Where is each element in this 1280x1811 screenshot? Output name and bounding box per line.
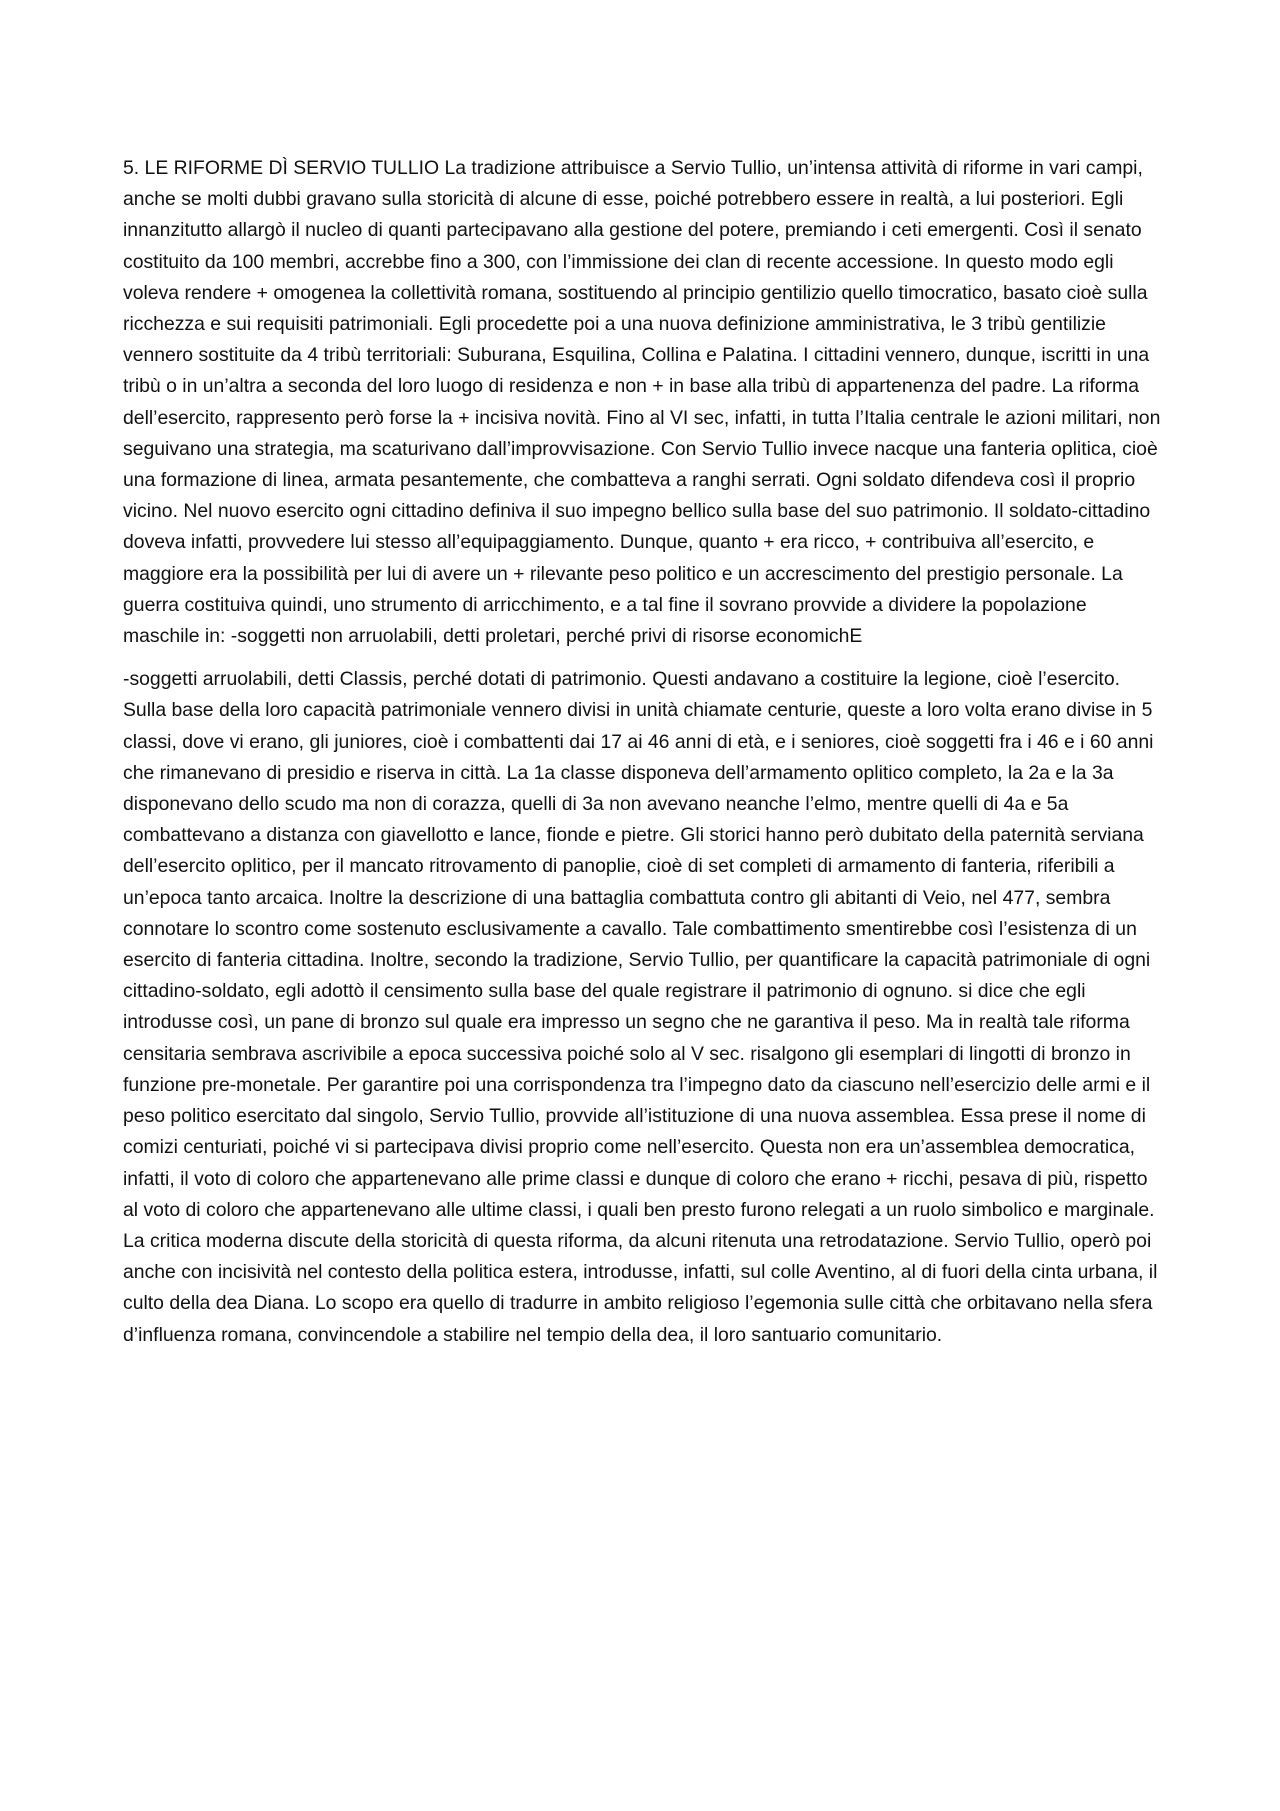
paragraph-1: 5. LE RIFORME DÌ SERVIO TULLIO La tradizione attribuisce a Servio Tullio, un’intensa attività di riforme in vari campi, anche se molti dubbi gravano sulla storicità di alcune di esse, poiché potrebbero essere in realtà, a lui posteriori. Egli innanzitutto allargò il nucleo di quanti partecipavano alla gestione del potere, premiando i ceti emergenti. Così il senato costituito da 100 membri, accrebbe fino a 300, con l’immissione dei clan di recente accessione. In questo modo egli voleva rendere + omogenea la collettività romana, sostituendo al principio gentilizio quello timocratico, basato cioè sulla ricchezza e sui requisiti patrimoniali. Egli procedette poi a una nuova definizione amministrativa, le 3 tribù gentilizie vennero sostituite da 4 tribù territoriali: Suburana, Esquilina, Collina e Palatina. I cittadini vennero, dunque, iscritti in una tribù o in un’altra a seconda del loro luogo di residenza e non + in base alla tribù di appartenenza del padre. La riforma dell’esercito, rappresento però forse la + incisiva novità. Fino al VI sec, infatti, in tutta l’Italia centrale le azioni militari, non seguivano una strategia, ma scaturivano dall’improvvisazione. Con Servio Tullio invece nacque una fanteria oplitica, cioè una formazione di linea, armata pesantemente, che combatteva a ranghi serrati. Ogni soldato difendeva così il proprio vicino. Nel nuovo esercito ogni cittadino definiva il suo impegno bellico sulla base del suo patrimonio. Il soldato-cittadino doveva infatti, provvedere lui stesso all’equipaggiamento. Dunque, quanto + era ricco, + contribuiva all’esercito, e maggiore era la possibilità per lui di avere un + rilevante peso politico e un accrescimento del prestigio personale. La guerra costituiva quindi, uno strumento di arricchimento, e a tal fine il sovrano provvide a dividere la popolazione maschile in: -soggetti non arruolabili, detti proletari, perché privi di risorse economichE	[123, 157, 1161, 648]
document-body	[123, 153, 1163, 1351]
paragraph-2: -soggetti arruolabili, detti Classis, perché dotati di patrimonio. Questi andavano a costituire la legione, cioè l’esercito. Sulla base della loro capacità patrimoniale vennero divisi in unità chiamate centurie, queste a loro volta erano divise in 5 classi, dove vi erano, gli juniores, cioè i combattenti dai 17 ai 46 anni di età, e i seniores, cioè soggetti fra i 46 e i 60 anni che rimanevano di presidio e riserva in città. La 1a classe disponeva dell’armamento oplitico completo, la 2a e la 3a disponevano dello scudo ma non di corazza, quelli di 3a non avevano neanche l’elmo, mentre quelli di 4a e 5a combattevano a distanza con giavellotto e lance, fionde e pietre. Gli storici hanno però dubitato della paternità serviana dell’esercito oplitico, per il mancato ritrovamento di panoplie, cioè di set completi di armamento di fanteria, riferibili a un’epoca tanto arcaica. Inoltre la descrizione di una battaglia combattuta contro gli abitanti di Veio, nel 477, sembra connotare lo scontro come sostenuto esclusivamente a cavallo. Tale combattimento smentirebbe così l’esistenza di un esercito di fanteria cittadina. Inoltre, secondo la tradizione, Servio Tullio, per quantificare la capacità patrimoniale di ogni cittadino-soldato, egli adottò il censimento sulla base del quale registrare il patrimonio di ognuno. si dice che egli introdusse così, un pane di bronzo sul quale era impresso un segno che ne garantiva il peso. Ma in realtà tale riforma censitaria sembrava ascrivibile a epoca successiva poiché solo al V sec. risalgono gli esemplari di lingotti di bronzo in funzione pre-monetale. Per garantire poi una corrispondenza tra l’impegno dato da ciascuno nell’esercizio delle armi e il peso politico esercitato dal singolo, Servio Tullio, provvide all’istituzione di una nuova assemblea. Essa prese il nome di comizi centuriati, poiché vi si partecipava divisi proprio come nell’esercito. Questa non era un’assemblea democratica, infatti, il voto di coloro che appartenevano alle prime classi e dunque di coloro che erano + ricchi, pesava di più, rispetto al voto di coloro che appartenevano alle ultime classi, i quali ben presto furono relegati a un ruolo simbolico e marginale. La critica moderna discute della storicità di questa riforma, da alcuni ritenuta una retrodatazione. Servio Tullio, operò poi anche con incisività nel contesto della politica estera, introdusse, infatti, sul colle Aventino, al di fuori della cinta urbana, il culto della dea Diana. Lo scopo era quello di tradurre in ambito religioso l’egemonia sulle città che orbitavano nella sfera d’influenza romana, convincendole a stabilire nel tempio della dea, il loro santuario comunitario.	[123, 668, 1158, 1346]
